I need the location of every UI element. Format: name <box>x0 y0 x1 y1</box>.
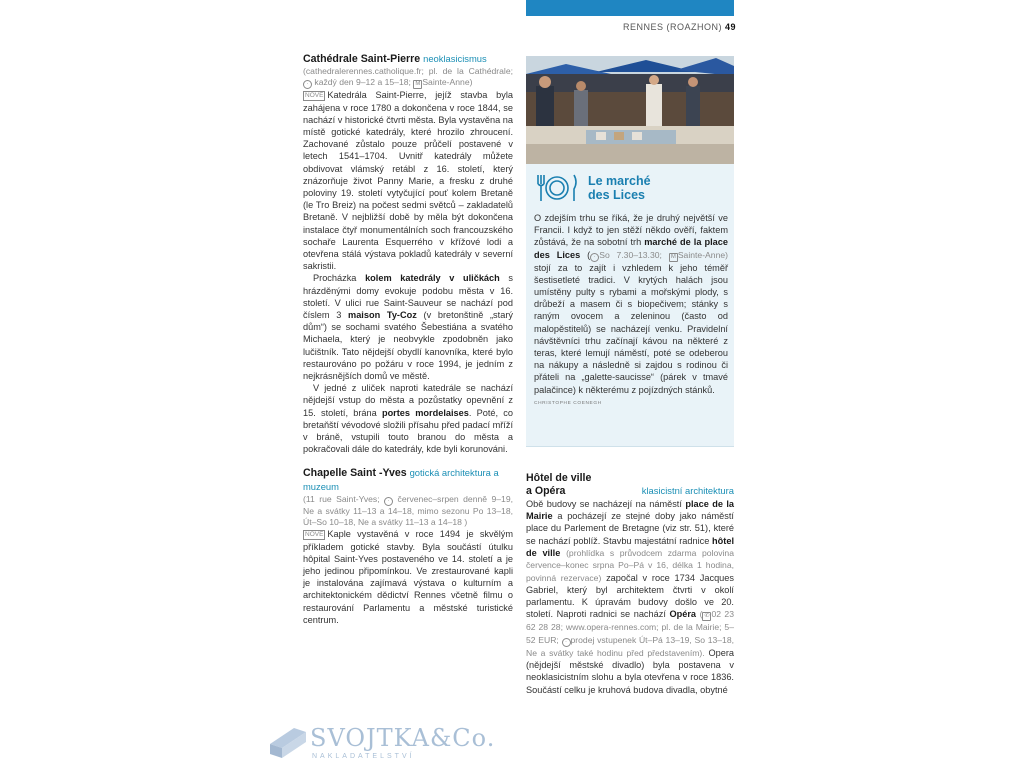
opera-contact: 02 23 62 28 28; www.opera-rennes.com; pl. de la Mairie; 5–52 EUR; <box>526 609 734 645</box>
hotel-name-line-1: Hôtel de ville <box>526 472 592 484</box>
market-box-header <box>534 170 730 206</box>
text: . Poté, co bretaňští vévodové složili přísahu před padací mříží v bráně, vstupili touto branou do města a pokračovali dále do katedrály, kde byli korunováni. <box>303 407 513 455</box>
market-hours: So 7.30–13.30; <box>599 249 662 260</box>
market-photo <box>526 56 734 164</box>
running-head <box>0 22 736 32</box>
chapel-category: gotická architektura a muzeum <box>303 466 499 492</box>
cathedral-heading <box>303 52 513 66</box>
left-column <box>303 52 513 626</box>
text: započal v roce 1734 Jacques Gabriel, který byl architektem čtvrti v okolí parlamentu. K úpravám budovy došlo ve 20. století. Naproti radnici se nachází <box>526 572 734 620</box>
bold-term: Opéra <box>669 609 697 620</box>
opera-practical: ( ✆ 02 23 62 28 28; www.opera-rennes.com; pl. de la Mairie; 5–52 EUR; · prodej vstupenek Út–Pá 13–19, So 13–18, Ne a svátky také hodinu před představením). <box>526 609 735 658</box>
publisher-logo <box>268 722 496 766</box>
text: Procházka <box>313 273 366 284</box>
clock-icon: · <box>384 497 393 506</box>
text: Opera (nějdejší městské divadlo) byla postavena v neoklasicistním slohu a byla otevřena v roce 1836. Součástí celku je kruhová budova divadla, obytné <box>526 647 734 695</box>
photo-credit: CHRISTOPHE COENEGH <box>534 400 602 406</box>
chapel-hours: červenec–srpen denně 9–19, Ne a svátky 11–13 a 14–18, mimo sezonu Po 13–18, Út–So 10–18, Ne a svátky 11–13 a 14–18 ) <box>303 493 514 527</box>
hotel-de-ville-section <box>526 472 734 696</box>
text: stojí za to zajít i vzhledem k jeho téměř šestisetleté tradici. V krytých halách jsou umístěny pulty s rybami a mořskými plody, s drůbeží a masem či s biopečivem; stánky s raným ovocem a zeleninou (často od malopěstitelů) se nacházejí venku. Pravidelní návštěvníci trhu začínají kávou na některé z teras, které lemují náměstí, poté se odeberou na nákupy a následně si zajdou s rodinou či přáteli na „galette-saucisse“ (párek v tmavé palačince) k některému z pojízdných stánků. <box>534 262 728 395</box>
fork-knife-plate-icon <box>534 172 580 204</box>
market-box-title <box>588 174 651 202</box>
publisher-logo-mark-icon <box>268 722 308 762</box>
cathedral-text-1: Katedrála Saint-Pierre, jejíž stavba byla zahájena v roce 1780 a dokončena v roce 1844, se nachází v historické čtvrti města. Byla vystavěna na místě gotické katedrály, které hrozilo zhroucení. Zachované zůstalo pouze průčelí postavené v letech 1541–1704. Uvnitř katedrály můžete obdivovat vlámský retábl z 16. století, který znázorňuje život Panny Marie, a fresku z druhé poloviny 19. století vytyčující pouť kolem Bretaně (le Tro Breiz) na počest sedmi světců – zakladatelů Bretaně. V nejbližší době by měla být dokončena instalace čtyř monumentálních soch francouzského sochaře Laurenta Esquerrého v křížové lodi a otevřena stálá výstava pokladů katedrály v severní sakristii. <box>303 90 513 272</box>
cathedral-name: Cathédrale Saint-Pierre <box>303 53 421 65</box>
bold-term: portes mordelaises <box>381 407 469 418</box>
market-photo-image <box>526 56 734 164</box>
publisher-subtitle: NAKLADATELSTVÍ <box>312 753 415 760</box>
chapel-body <box>303 528 513 626</box>
chapel-section <box>303 466 513 626</box>
new-tag: NOVÉ <box>305 531 324 539</box>
market-box-text <box>534 212 728 410</box>
bold-term: marché de la place des Lices <box>534 237 728 260</box>
market-metro: Sainte-Anne) <box>677 249 728 260</box>
market-sidebar-box <box>526 164 734 447</box>
market-title-line-2: des Lices <box>588 188 645 202</box>
chapel-text: Kaple vystavěná v roce 1494 je skvělým příkladem gotické stavby. Byla součástí útulku hôpital Saint-Yves postaveného ve 14. století a je jeho jedinou připomínkou. Ve zrestaurované kapli je instalována zajímavá výstava o kulturním a architektonickém dědictví Rennes včetně filmu o restaurování Parlamentu a městské turistické centrum. <box>303 529 513 625</box>
text: ( <box>580 249 591 260</box>
text: (v bretonštině „starý dům“) se sochami svatého Šebestiána a svatého Michaela, který je neobvykle zpodobněn jako lučištník. Tato nějdejší obydlí kanovníka, které bylo restaurováno po požáru v roce 1994, je jedním z nejkrásnějších domů ve městě. <box>303 310 513 382</box>
cathedral-paragraph-3 <box>303 382 513 455</box>
text: Obě budovy se nacházejí na náměstí <box>526 499 686 509</box>
text: a pocházejí ze stejné doby jako náměstí place du Parlement de Bretagne (viz str. 51), které se nachází poblíž. Stavbu majestátní radnice <box>526 511 734 546</box>
bold-term: hôtel de ville <box>526 535 734 558</box>
chapel-name: Chapelle Saint -Yves <box>303 466 407 479</box>
metro-icon: M <box>670 253 676 260</box>
metro-icon: M <box>415 81 421 88</box>
hotel-paragraph <box>526 498 734 696</box>
top-color-bar <box>526 0 734 16</box>
chapel-heading <box>303 466 513 494</box>
clock-icon: · <box>590 253 599 262</box>
hotel-tour-info: (prohlídka s průvodcem zdarma polovina července–konec srpna Po–Pá v 16, délka 1 hodina, povinná rezervace) <box>526 547 734 583</box>
hotel-category: klasicistní architektura <box>641 485 734 496</box>
chapel-address: (11 rue Saint-Yves; <box>303 493 380 504</box>
text: O zdejším trhu se říká, že je druhý největší ve Francii. I když to jen stěží někdo ověří, faktem zůstává, že na sobotní trh <box>534 213 728 248</box>
new-tag: NOVÉ <box>305 92 324 100</box>
bold-term: place de la Mairie <box>526 499 735 522</box>
hotel-heading <box>526 472 734 498</box>
opera-hours: prodej vstupenek Út–Pá 13–19, So 13–18, Ne a svátky také hodinu před představením). <box>526 634 735 658</box>
page-number: 49 <box>724 22 736 32</box>
clock-icon: · <box>562 638 571 647</box>
cathedral-paragraph-2 <box>303 272 513 382</box>
clock-icon: · <box>303 80 312 89</box>
bold-term: kolem katedrály v uličkách <box>365 273 500 284</box>
cathedral-body <box>303 89 513 272</box>
text: V jedné z uliček naproti katedrále se nachází nějdejší vstup do města a pozůstatky opevnění z 15. století, brána <box>303 383 513 418</box>
running-head-title: RENNES (ROAZHON) <box>622 22 722 32</box>
cathedral-practical <box>303 66 513 89</box>
cathedral-metro: Sainte-Anne) <box>422 77 473 88</box>
cathedral-hours: každý den 9–12 a 15–18; <box>314 77 411 88</box>
text: s hrázděnými domy evokuje podobu města v 16. století. V ulici rue Saint-Sauveur se nachází pod číslem 3 <box>303 273 513 321</box>
chapel-practical <box>303 494 513 529</box>
cathedral-category: neoklasicismus <box>423 53 487 64</box>
market-paragraph <box>534 212 728 396</box>
publisher-name: SVOJTKA&Co. <box>310 724 496 752</box>
bold-term: maison Ty-Coz <box>348 310 417 321</box>
hotel-name-line-2: a Opéra <box>526 485 566 497</box>
market-title-line-1: Le marché <box>588 174 651 188</box>
phone-icon: ✆ <box>704 613 710 620</box>
cathedral-practical-text: (cathedralerennes.catholique.fr; pl. de la Cathédrale; <box>303 66 513 76</box>
